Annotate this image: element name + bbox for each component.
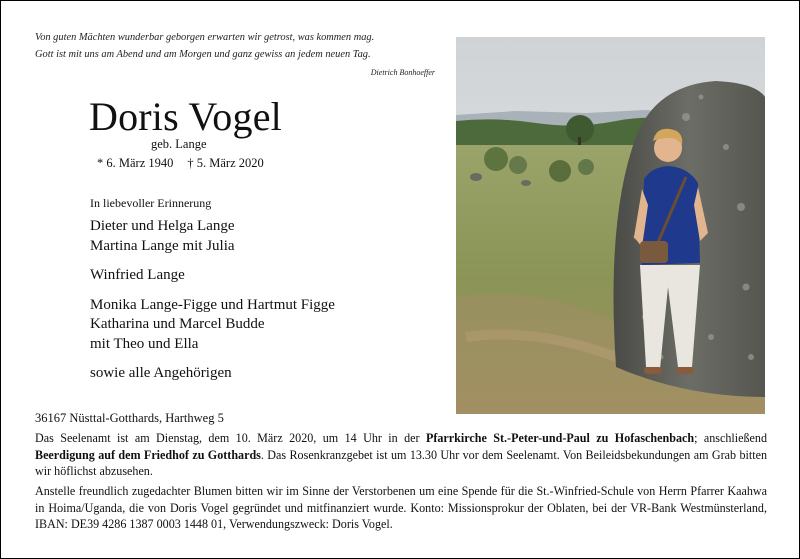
quote-line-1: Von guten Mächten wunderbar geborgen erwarten wir getrost, was kommen mag. (35, 32, 375, 43)
life-dates (97, 156, 264, 171)
family-line: Martina Lange mit Julia (90, 237, 235, 254)
memory-heading: In liebevoller Erinnerung (90, 196, 212, 210)
donation-info: Anstelle freundlich zugedachter Blumen bitten wir im Sinne der Verstorbenen um eine Spende für die St.-Winfried-Schule von Herrn Pfarrer Kaahwa in Hoima/Uganda, die von Doris Vogel gegründet und mitfinanziert wurde. Konto: Missionsprokur der Oblaten, bei der VR-Bank Westmünsterland, IBAN: DE39 4286 1387 0003 1448 01, Verwendungszweck: Doris Vogel. (35, 484, 767, 531)
family-group (90, 364, 335, 384)
family-line: Dieter und Helga Lange (90, 218, 235, 234)
bonhoeffer-quote (35, 29, 445, 63)
family-line: mit Theo und Ella (90, 335, 199, 352)
family-line: Winfried Lange (90, 267, 185, 283)
funeral-text: ; anschließend (694, 431, 767, 445)
burial-place: Beerdigung auf dem Friedhof zu Gotthards (35, 447, 261, 462)
birth-name: geb. Lange (151, 137, 207, 151)
address: 36167 Nüsttal-Gotthards, Harthweg 5 (35, 411, 224, 425)
birth-date: * 6. März 1940 (97, 156, 174, 170)
funeral-text: Das Seelenamt ist am Dienstag, dem 10. März 2020, um 14 Uhr in der (35, 431, 426, 445)
quote-author: Dietrich Bonhoeffer (370, 68, 435, 77)
family-line: Katharina und Marcel Budde (90, 316, 265, 332)
portrait-photo (456, 37, 765, 414)
family-list (90, 217, 335, 384)
family-line: Monika Lange-Figge und Hartmut Figge (90, 296, 335, 313)
funeral-text: . Das Rosenkranzgebet ist um 13.30 Uhr vor dem Seelenamt. Von Beileidsbekundungen am Grab bitten wir höflichst abzusehen. (35, 447, 767, 478)
quote-line-2: Gott ist mit uns am Abend und am Morgen und ganz gewiss an jedem neuen Tag. (35, 49, 371, 60)
photo-illustration (456, 37, 765, 414)
family-line: sowie alle Angehörigen (90, 365, 232, 381)
family-group (90, 266, 335, 286)
family-group (90, 296, 335, 355)
funeral-info (35, 430, 767, 480)
death-date: † 5. März 2020 (187, 156, 264, 170)
family-group (90, 217, 335, 256)
church-name: Pfarrkirche St.-Peter-und-Paul zu Hofaschenbach (425, 431, 695, 445)
deceased-name: Doris Vogel (89, 94, 282, 139)
